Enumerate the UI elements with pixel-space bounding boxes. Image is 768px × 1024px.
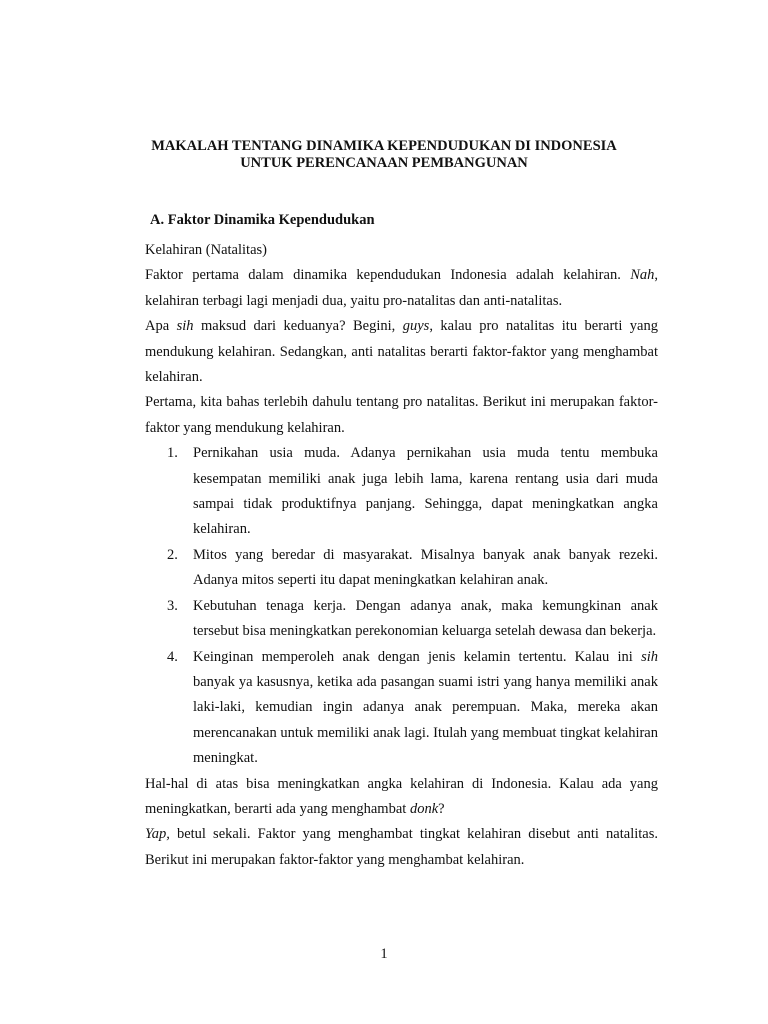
list-number: 4. bbox=[167, 648, 178, 665]
italic-run: sih bbox=[176, 318, 194, 335]
pro-natalitas-list bbox=[145, 441, 658, 771]
text-run: maksud dari keduanya? Begini, bbox=[193, 318, 403, 335]
list-text: banyak ya kasusnya, ketika ada pasangan suami istri yang hanya memiliki anak laki-laki, kemudian ingin adanya anak perempuan. Maka, mereka akan merencanakan untuk memiliki anak lagi. Itulah yang membuat tingkat kelahiran meningkat. bbox=[193, 673, 658, 767]
paragraph-2 bbox=[145, 314, 658, 390]
italic-run: sih bbox=[641, 648, 658, 665]
italic-run: Yap, bbox=[145, 826, 170, 843]
list-item bbox=[145, 645, 658, 772]
paragraph-3: Pertama, kita bahas terlebih dahulu tentang pro natalitas. Berikut ini merupakan faktor-faktor yang mendukung kelahiran. bbox=[145, 394, 658, 436]
text-run: , kalau pro natalitas itu berarti yang mendukung kelahiran. Sedangkan, anti natalitas berarti faktor-faktor yang menghambat kelahiran. bbox=[145, 318, 658, 386]
document-title bbox=[0, 138, 768, 172]
subheading-natalitas: Kelahiran (Natalitas) bbox=[145, 242, 267, 258]
list-text: Mitos yang beredar di masyarakat. Misalnya banyak anak banyak rezeki. Adanya mitos seperti itu dapat meningkatkan kelahiran anak. bbox=[193, 546, 658, 589]
paragraph-5 bbox=[145, 822, 658, 873]
list-number: 3. bbox=[167, 597, 178, 614]
paragraph-1 bbox=[145, 263, 658, 314]
list-item bbox=[145, 594, 658, 645]
list-text: Keinginan memperoleh anak dengan jenis kelamin tertentu. Kalau ini bbox=[193, 648, 642, 665]
list-item bbox=[145, 441, 658, 543]
text-run: betul sekali. Faktor yang menghambat tingkat kelahiran disebut anti natalitas. Berikut ini merupakan faktor-faktor yang menghambat kelahiran. bbox=[145, 826, 658, 868]
list-text: Pernikahan usia muda. Adanya pernikahan usia muda tentu membuka kesempatan memiliki anak juga lebih lama, karena rentang usia dari muda sampai tidak produktifnya panjang. Sehingga, dapat meningkatkan angka kelahiran. bbox=[193, 445, 658, 538]
italic-run: Nah bbox=[630, 267, 655, 284]
page-number: 1 bbox=[380, 946, 388, 962]
text-run: Faktor pertama dalam dinamika kependudukan Indonesia adalah kelahiran. bbox=[145, 267, 631, 284]
italic-run: donk bbox=[409, 800, 439, 817]
section-heading: A. Faktor Dinamika Kependudukan bbox=[150, 212, 375, 228]
list-text: Kebutuhan tenaga kerja. Dengan adanya anak, maka kemungkinan anak tersebut bisa meningkatkan perekonomian keluarga setelah dewasa dan bekerja. bbox=[193, 597, 658, 640]
list-number: 2. bbox=[167, 546, 178, 563]
list-number: 1. bbox=[167, 445, 178, 462]
text-run: Apa bbox=[145, 318, 177, 335]
title-line-1: MAKALAH TENTANG DINAMIKA KEPENDUDUKAN DI INDONESIA bbox=[151, 138, 617, 154]
text-run: ? bbox=[438, 800, 445, 817]
document-body bbox=[145, 238, 658, 873]
italic-run: guys bbox=[402, 318, 430, 335]
text-run: Hal-hal di atas bisa meningkatkan angka kelahiran di Indonesia. Kalau ada yang meningkatkan, berarti ada yang menghambat bbox=[145, 775, 658, 817]
title-line-2: UNTUK PERENCANAAN PEMBANGUNAN bbox=[240, 155, 528, 171]
text-run: , kelahiran terbagi lagi menjadi dua, yaitu pro-natalitas dan anti-natalitas. bbox=[145, 267, 658, 309]
list-item bbox=[145, 543, 658, 594]
paragraph-4 bbox=[145, 772, 658, 823]
